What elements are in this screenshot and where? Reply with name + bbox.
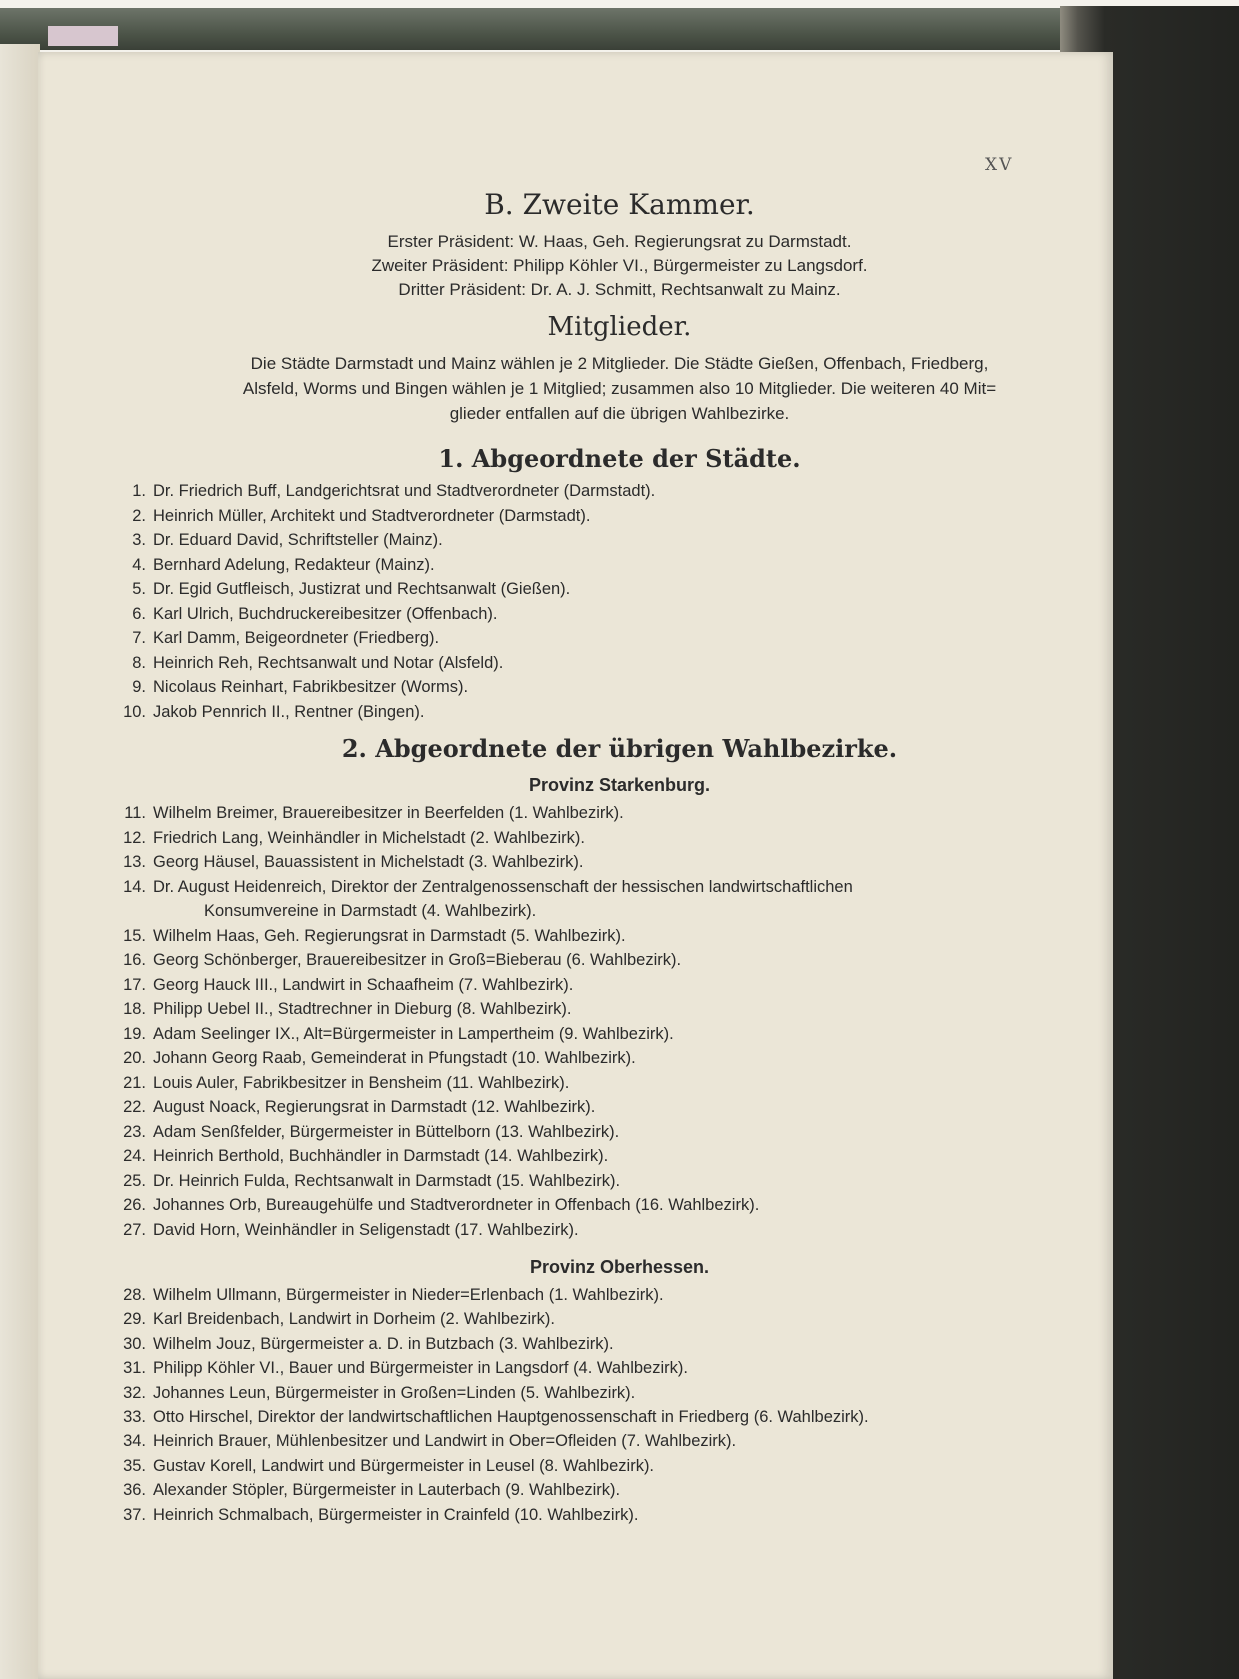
list-item (110, 507, 590, 526)
item-number: 14. (123, 877, 146, 896)
list-item (110, 1286, 664, 1305)
list-item (110, 1457, 654, 1476)
list-item (110, 1481, 620, 1500)
item-text: Heinrich Müller, Architekt und Stadtverordneter (Darmstadt). (153, 506, 591, 525)
item-text: Heinrich Brauer, Mühlenbesitzer und Landwirt in Ober=Ofleiden (7. Wahlbezirk). (153, 1432, 737, 1451)
president-line: Dritter Präsident: Dr. A. J. Schmitt, Rechtsanwalt zu Mainz. (398, 280, 841, 299)
list-item (110, 1123, 619, 1142)
item-number: 29. (123, 1310, 146, 1329)
item-number: 26. (123, 1196, 146, 1214)
list-item (110, 703, 424, 722)
item-text: Dr. August Heidenreich, Direktor der Zentralgenossenschaft der hessischen landwirtschaftlichen (153, 877, 853, 896)
item-number: 16. (123, 951, 146, 969)
item-number: 32. (123, 1383, 146, 1402)
item-text: Dr. Egid Gutfleisch, Justizrat und Rechtsanwalt (Gießen). (153, 580, 571, 598)
list-item (110, 654, 503, 673)
item-number: 33. (123, 1408, 146, 1426)
list-item (110, 1506, 638, 1525)
list-item (110, 853, 583, 872)
list-item (110, 829, 585, 848)
item-number: 2. (132, 506, 146, 525)
item-text: Karl Breidenbach, Landwirt in Dorheim (2. Wahlbezirk). (153, 1310, 555, 1329)
item-number: 35. (123, 1456, 146, 1475)
list-item (110, 1432, 736, 1451)
page-number: XV (985, 155, 1014, 175)
item-number: 22. (123, 1098, 146, 1116)
president-line: Erster Präsident: W. Haas, Geh. Regierungsrat zu Darmstadt. (387, 232, 852, 251)
item-number: 8. (132, 653, 146, 672)
list-item (110, 605, 498, 624)
list-item (110, 556, 435, 575)
item-text: Jakob Pennrich II., Rentner (Bingen). (153, 702, 425, 721)
item-text: Karl Damm, Beigeordneter (Friedberg). (153, 629, 440, 647)
item-text: Philipp Uebel II., Stadtrechner in Dieburg (8. Wahlbezirk). (153, 1000, 572, 1018)
list-item (110, 482, 655, 501)
item-text: Adam Seelinger IX., Alt=Bürgermeister in Lampertheim (9. Wahlbezirk). (153, 1024, 674, 1043)
item-text: Adam Senßfelder, Bürgermeister in Büttelborn (13. Wahlbezirk). (153, 1122, 620, 1141)
item-text: August Noack, Regierungsrat in Darmstadt (12. Wahlbezirk). (153, 1098, 596, 1116)
item-number: 24. (123, 1147, 146, 1165)
item-number: 30. (123, 1334, 146, 1353)
list-item (110, 678, 468, 697)
item-number: 37. (123, 1505, 146, 1524)
item-text: Heinrich Berthold, Buchhändler in Darmstadt (14. Wahlbezirk). (153, 1147, 609, 1165)
item-number: 34. (123, 1432, 146, 1451)
item-continuation: Konsumvereine in Darmstadt (4. Wahlbezirk). (204, 902, 537, 920)
list-item (110, 580, 570, 599)
list-item (110, 1196, 759, 1215)
item-number: 4. (132, 555, 146, 574)
item-text: Karl Ulrich, Buchdruckereibesitzer (Offenbach). (153, 604, 498, 623)
item-number: 17. (123, 975, 146, 994)
item-text: Dr. Friedrich Buff, Landgerichtsrat und Stadtverordneter (Darmstadt). (153, 482, 656, 500)
item-number: 20. (123, 1049, 146, 1067)
item-text: Wilhelm Haas, Geh. Regierungsrat in Darmstadt (5. Wahlbezirk). (153, 926, 626, 945)
list-item (110, 1098, 595, 1117)
item-text: Wilhelm Ullmann, Bürgermeister in Nieder=Erlenbach (1. Wahlbezirk). (153, 1286, 664, 1304)
item-text: Nicolaus Reinhart, Fabrikbesitzer (Worms). (153, 678, 469, 696)
list-item (110, 976, 573, 995)
item-text: Wilhelm Jouz, Bürgermeister a. D. in Butzbach (3. Wahlbezirk). (153, 1334, 614, 1353)
province-heading: Provinz Starkenburg. (528, 775, 711, 795)
president-line: Zweiter Präsident: Philipp Köhler VI., Bürgermeister zu Langsdorf. (371, 256, 868, 275)
list-item (110, 1221, 579, 1240)
item-text: Georg Hauck III., Landwirt in Schaafheim (7. Wahlbezirk). (153, 975, 574, 994)
item-text: Louis Auler, Fabrikbesitzer in Bensheim (11. Wahlbezirk). (153, 1073, 570, 1092)
item-number: 15. (123, 926, 146, 945)
list-item (110, 1408, 869, 1427)
province-heading: Provinz Oberhessen. (529, 1257, 710, 1277)
item-number: 19. (123, 1024, 146, 1043)
item-number: 13. (123, 853, 146, 871)
item-text: Johannes Leun, Bürgermeister in Großen=Linden (5. Wahlbezirk). (153, 1383, 636, 1402)
item-text: Alexander Stöpler, Bürgermeister in Lauterbach (9. Wahlbezirk). (153, 1481, 621, 1500)
item-text: Philipp Köhler VI., Bauer und Bürgermeister in Langsdorf (4. Wahlbezirk). (153, 1359, 688, 1378)
list-item (110, 927, 626, 946)
list-item (110, 1049, 636, 1068)
item-number: 11. (124, 804, 146, 822)
item-number: 31. (123, 1359, 146, 1378)
list-item (110, 1147, 608, 1166)
item-text: Otto Hirschel, Direktor der landwirtschaftlichen Hauptgenossenschaft in Friedberg (6. Wahlbezirk). (153, 1408, 869, 1426)
item-text: Heinrich Schmalbach, Bürgermeister in Crainfeld (10. Wahlbezirk). (153, 1505, 639, 1524)
list-item (110, 1310, 555, 1329)
list-item (110, 629, 439, 648)
section-heading: 2. Abgeordnete der übrigen Wahlbezirke. (341, 734, 898, 763)
item-number: 5. (132, 580, 146, 598)
item-number: 1. (132, 482, 146, 500)
intro-line: Die Städte Darmstadt und Mainz wählen je 2 Mitglieder. Die Städte Gießen, Offenbach, Friedberg, (250, 354, 989, 373)
item-number: 3. (132, 531, 146, 549)
list-item (110, 1335, 614, 1354)
item-number: 21. (123, 1073, 146, 1092)
list-item (110, 1000, 572, 1019)
item-number: 25. (123, 1171, 146, 1190)
intro-line: Alsfeld, Worms und Bingen wählen je 1 Mitglied; zusammen also 10 Mitglieder. Die weiteren 40 Mit= (242, 379, 997, 398)
item-text: Johannes Orb, Bureaugehülfe und Stadtverordneter in Offenbach (16. Wahlbezirk). (153, 1196, 760, 1214)
list-item (110, 951, 681, 970)
item-text: Friedrich Lang, Weinhändler in Michelstadt (2. Wahlbezirk). (153, 828, 585, 847)
item-number: 6. (132, 604, 146, 623)
item-text: Gustav Korell, Landwirt und Bürgermeister in Leusel (8. Wahlbezirk). (153, 1456, 655, 1475)
list-item (110, 1025, 674, 1044)
list-item (110, 1074, 569, 1093)
item-text: Heinrich Reh, Rechtsanwalt und Notar (Alsfeld). (153, 653, 504, 672)
item-number: 10. (123, 702, 146, 721)
item-number: 36. (123, 1481, 146, 1500)
item-text: Dr. Heinrich Fulda, Rechtsanwalt in Darmstadt (15. Wahlbezirk). (153, 1171, 621, 1190)
members-heading: Mitglieder. (547, 312, 692, 342)
item-text: Bernhard Adelung, Redakteur (Mainz). (153, 555, 435, 574)
book-binding-top (0, 8, 1110, 50)
item-text: Georg Häusel, Bauassistent in Michelstadt (3. Wahlbezirk). (153, 853, 584, 871)
item-number: 18. (123, 1000, 146, 1018)
item-number: 12. (123, 828, 146, 847)
item-text: David Horn, Weinhändler in Seligenstadt (17. Wahlbezirk). (153, 1220, 579, 1239)
intro-line: glieder entfallen auf die übrigen Wahlbezirke. (449, 404, 790, 423)
list-item (110, 804, 624, 823)
bookmark-tab (48, 26, 118, 46)
item-number: 7. (132, 629, 146, 647)
list-item (110, 878, 853, 897)
item-number: 28. (123, 1286, 146, 1304)
chamber-title: B. Zweite Kammer. (484, 188, 755, 221)
item-text: Johann Georg Raab, Gemeinderat in Pfungstadt (10. Wahlbezirk). (153, 1049, 636, 1067)
item-number: 23. (123, 1122, 146, 1141)
list-item (110, 1172, 620, 1191)
item-number: 9. (132, 678, 146, 696)
item-text: Wilhelm Breimer, Brauereibesitzer in Beerfelden (1. Wahlbezirk). (153, 804, 624, 822)
list-item (110, 1384, 635, 1403)
section-heading: 1. Abgeordnete der Städte. (438, 444, 801, 473)
list-item (110, 1359, 688, 1378)
list-item (110, 531, 443, 550)
item-text: Georg Schönberger, Brauereibesitzer in Groß=Bieberau (6. Wahlbezirk). (153, 951, 682, 969)
item-text: Dr. Eduard David, Schriftsteller (Mainz). (153, 531, 443, 549)
item-number: 27. (123, 1220, 146, 1239)
